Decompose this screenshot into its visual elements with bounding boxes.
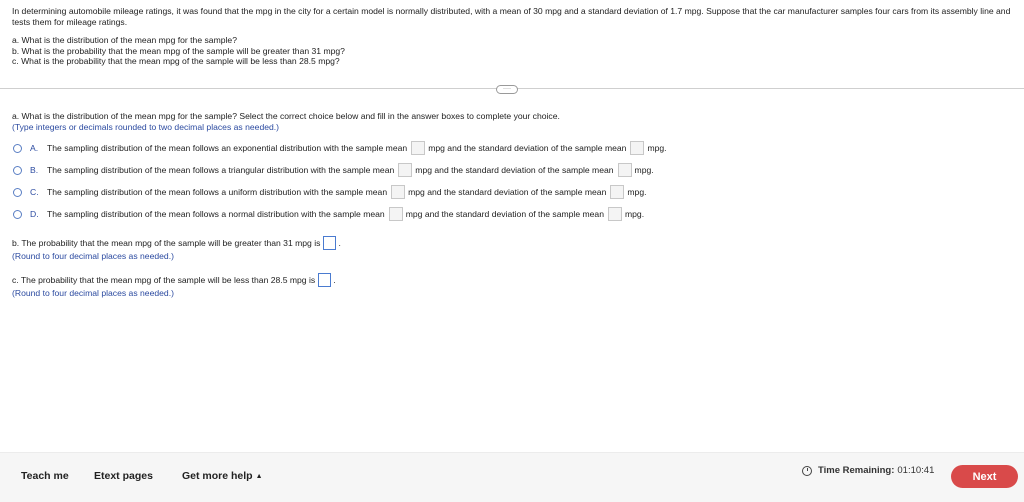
choice-d-end-text: mpg.	[624, 209, 645, 219]
choice-c-mid-text: mpg and the standard deviation of the sample mean	[408, 187, 607, 197]
choice-d-letter: D.	[30, 209, 39, 219]
choice-c-mean-input[interactable]	[391, 185, 405, 199]
choice-a-mid-text: mpg and the standard deviation of the sample mean	[428, 143, 627, 153]
expand-question-button[interactable]: ····	[496, 85, 518, 94]
choice-a-mean-input[interactable]	[411, 141, 425, 155]
choice-b-text: The sampling distribution of the mean follows a triangular distribution with the sample mean	[47, 165, 395, 175]
time-remaining	[802, 465, 934, 476]
choice-b-mid-text: mpg and the standard deviation of the sample mean	[415, 165, 614, 175]
choice-a-end-text: mpg.	[647, 143, 667, 153]
choice-c-text: The sampling distribution of the mean follows a uniform distribution with the sample mean	[47, 187, 388, 197]
part-c	[12, 273, 336, 299]
radio-d[interactable]	[13, 210, 22, 219]
choice-d[interactable]	[13, 207, 647, 221]
clock-icon	[802, 466, 812, 476]
question-part-c: c. What is the probability that the mean mpg of the sample will be less than 28.5 mpg?	[12, 56, 340, 66]
radio-b[interactable]	[13, 166, 22, 175]
choice-b-letter: B.	[30, 165, 39, 175]
part-c-answer-input[interactable]	[318, 273, 331, 287]
question-parts	[12, 35, 345, 67]
choice-c-end-text: mpg.	[627, 187, 647, 197]
timer-label: Time Remaining:	[818, 465, 895, 476]
get-more-help-button[interactable]	[182, 470, 263, 482]
teach-me-button[interactable]: Teach me	[21, 470, 69, 482]
radio-c[interactable]	[13, 188, 22, 197]
etext-pages-button[interactable]: Etext pages	[94, 470, 153, 482]
get-more-help-label: Get more help	[182, 470, 253, 482]
part-b	[12, 236, 341, 262]
part-a-hint: (Type integers or decimals rounded to two decimal places as needed.)	[12, 121, 280, 132]
question-part-b: b. What is the probability that the mean mpg of the sample will be greater than 31 mpg?	[12, 45, 345, 56]
choice-a-text: The sampling distribution of the mean follows an exponential distribution with the sample mean	[47, 143, 408, 153]
choice-c-letter: C.	[30, 187, 39, 197]
choice-b-end-text: mpg.	[634, 165, 654, 175]
part-c-end: .	[333, 275, 336, 285]
choice-d-sd-input[interactable]	[608, 207, 622, 221]
next-button[interactable]: Next	[951, 465, 1018, 488]
part-c-prompt: c. The probability that the mean mpg of the sample will be less than 28.5 mpg is	[12, 275, 316, 285]
choice-b-sd-input[interactable]	[618, 163, 632, 177]
part-b-end: .	[338, 238, 341, 248]
radio-a[interactable]	[13, 144, 22, 153]
choice-a[interactable]	[13, 141, 670, 155]
part-b-hint: (Round to four decimal places as needed.)	[12, 251, 174, 261]
question-intro-text: In determining automobile mileage ratings, it was found that the mpg in the city for a certain model is normally distributed, with a mean of 30 mpg and a standard deviation of 1.7 mpg. Suppose that the car manufacturer samples four cars from its assembly line and tests them for mileage ratings.	[12, 6, 1011, 27]
part-a-prompt: a. What is the distribution of the mean mpg for the sample? Select the correct choice below and fill in the answer boxes to complete your choice.	[12, 111, 560, 121]
part-c-hint: (Round to four decimal places as needed.)	[12, 288, 174, 298]
caret-up-icon: ▲	[255, 472, 263, 480]
choice-d-mean-input[interactable]	[389, 207, 403, 221]
footer-bar	[0, 452, 1024, 502]
choice-c[interactable]	[13, 185, 649, 199]
choice-a-letter: A.	[30, 143, 39, 153]
timer-value: 01:10:41	[897, 465, 935, 476]
choice-b[interactable]	[13, 163, 657, 177]
question-intro	[12, 6, 1017, 28]
choice-d-text: The sampling distribution of the mean follows a normal distribution with the sample mean	[47, 209, 385, 219]
choice-d-mid-text: mpg and the standard deviation of the sample mean	[405, 209, 604, 219]
question-part-a: a. What is the distribution of the mean mpg for the sample?	[12, 35, 237, 45]
part-a-header	[12, 111, 560, 132]
choice-b-mean-input[interactable]	[398, 163, 412, 177]
choice-c-sd-input[interactable]	[610, 185, 624, 199]
part-b-prompt: b. The probability that the mean mpg of the sample will be greater than 31 mpg is	[12, 238, 321, 248]
part-b-answer-input[interactable]	[323, 236, 336, 250]
choice-a-sd-input[interactable]	[630, 141, 644, 155]
